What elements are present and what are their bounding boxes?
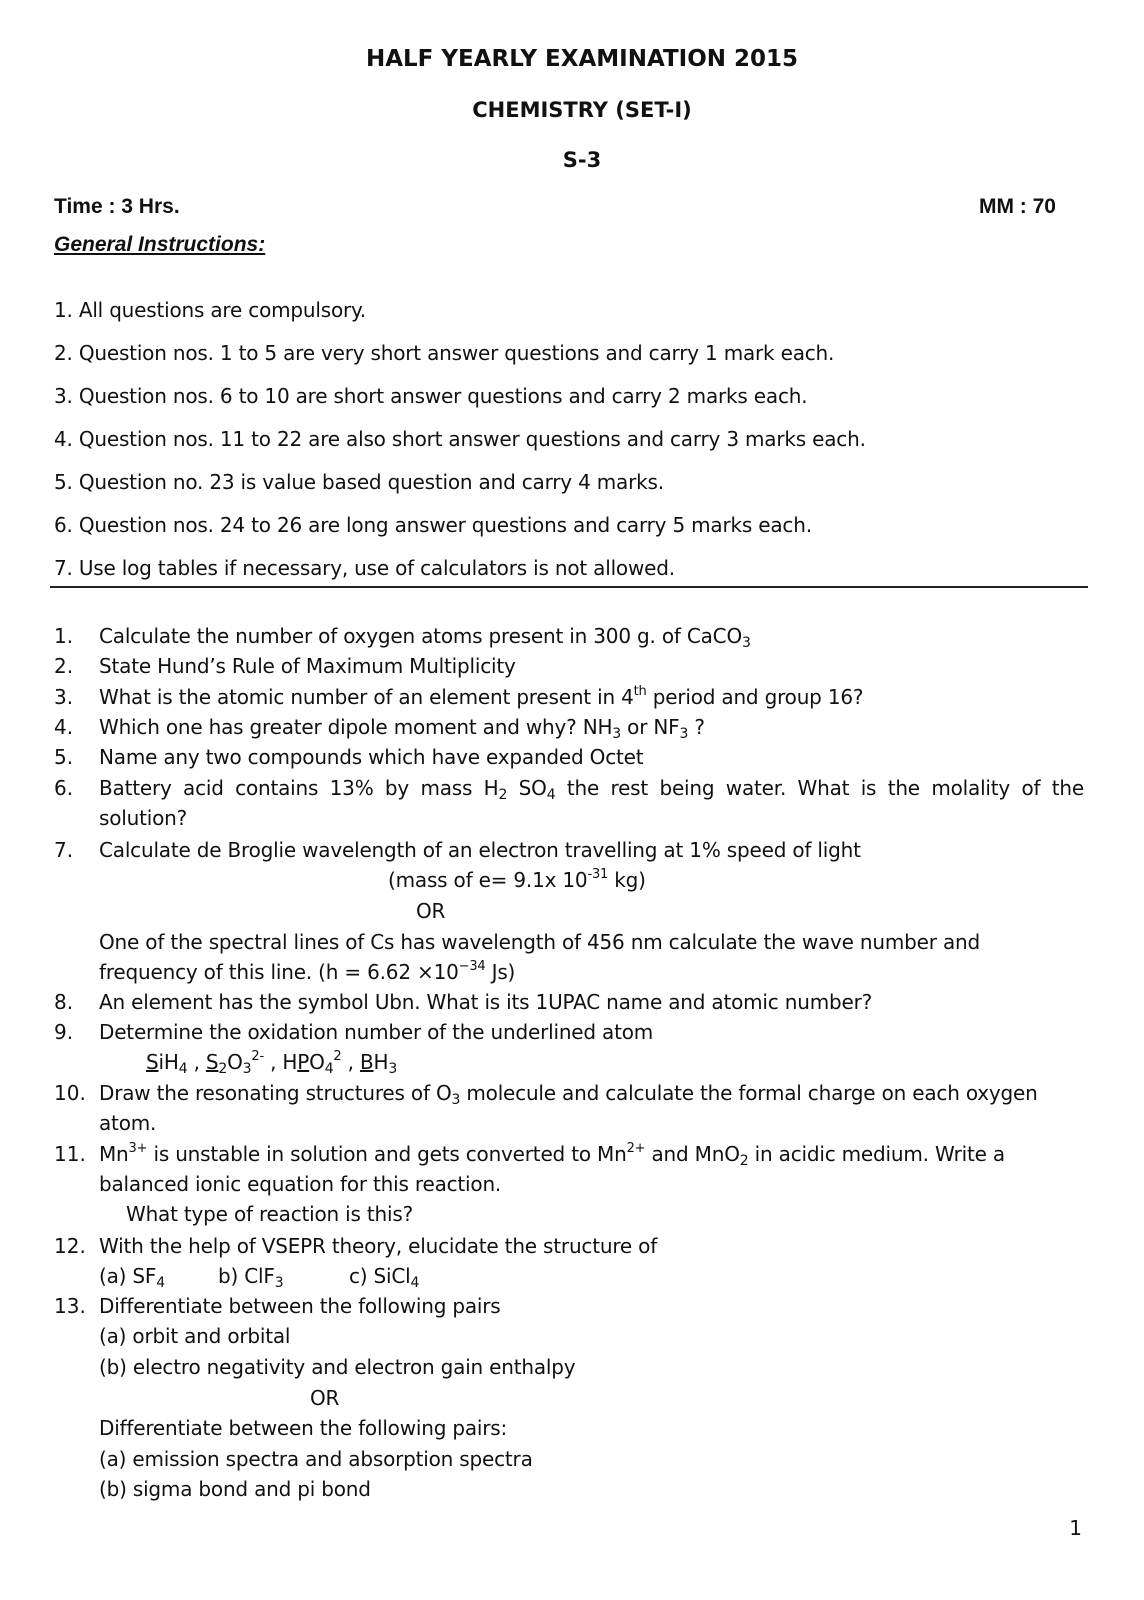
instruction-item: 4. Question nos. 11 to 22 are also short answer questions and carry 3 marks each. [54, 427, 866, 451]
question-9-formulas: SiH$_4$ , $S_2O_3^{2-}$ , $HPO_4^2$ , $BH_3$ [146, 1049, 398, 1077]
question-13-alternative-part-b: (b) sigma bond and pi bond [99, 1477, 371, 1501]
question-7-alternative: One of the spectral lines of Cs has wavelength of 456 nm calculate the wave number and [99, 930, 980, 954]
question-7-data: (mass of e= 9.1x $10^{-31}$ kg) [388, 867, 646, 892]
exam-title: HALF YEARLY EXAMINATION 2015 [365, 46, 799, 72]
question-number: 10. [54, 1081, 86, 1105]
question-number: 6. [54, 776, 74, 800]
subject-title: CHEMISTRY (SET-I) [472, 98, 692, 122]
question-number: 9. [54, 1020, 74, 1044]
question-10-continued: atom. [99, 1111, 157, 1135]
question-4: Which one has greater dipole moment and why? $NH_3$ or $NF_3$ ? [99, 715, 705, 742]
question-5: Name any two compounds which have expanded Octet [99, 745, 644, 769]
question-13-alternative: Differentiate between the following pairs: [99, 1416, 508, 1440]
question-11-subpart: What type of reaction is this? [126, 1202, 414, 1226]
or-divider: OR [416, 899, 446, 923]
or-divider: OR [310, 1386, 340, 1410]
instructions-heading: General Instructions: [54, 233, 266, 256]
question-number: 1. [54, 624, 74, 648]
time-allowed: Time : 3 Hrs. [54, 195, 180, 218]
question-3: What is the atomic number of an element present in 4th period and group 16? [99, 684, 864, 709]
question-number: 2. [54, 654, 74, 678]
instruction-item: 6. Question nos. 24 to 26 are long answer questions and carry 5 marks each. [54, 513, 812, 537]
instruction-item: 5. Question no. 23 is value based question and carry 4 marks. [54, 470, 664, 494]
question-13-alternative-part-a: (a) emission spectra and absorption spectra [99, 1447, 533, 1471]
set-code: S-3 [562, 148, 602, 172]
question-7-alternative-continued: frequency of this line. ($h = 6.62 \times 10^{-34}$ Js) [99, 959, 516, 984]
question-12-option-b: b) ClF$_3$ [218, 1264, 284, 1291]
question-11: $Mn^{3+}$ is unstable in solution and gets converted to $Mn^{2+}$ and MnO$_2$ in acidic medium. Write a [99, 1141, 1005, 1169]
question-number: 8. [54, 990, 74, 1014]
question-number: 7. [54, 838, 74, 862]
question-number: 12. [54, 1234, 86, 1258]
question-11-continued: balanced ionic equation for this reaction. [99, 1172, 502, 1196]
question-number: 5. [54, 745, 74, 769]
question-12: With the help of VSEPR theory, elucidate the structure of [99, 1234, 658, 1258]
instruction-item: 7. Use log tables if necessary, use of calculators is not allowed. [54, 556, 675, 580]
question-8: An element has the symbol Ubn. What is its 1UPAC name and atomic number? [99, 990, 873, 1014]
question-2: State Hund’s Rule of Maximum Multiplicity [99, 654, 516, 678]
question-13: Differentiate between the following pairs [99, 1294, 501, 1318]
question-number: 4. [54, 715, 74, 739]
max-marks: MM : 70 [978, 195, 1056, 218]
question-12-option-a: (a) $SF_4$ [99, 1264, 165, 1291]
question-12-option-c: c) SiCl$_4$ [349, 1264, 420, 1291]
question-13-part-b: (b) electro negativity and electron gain enthalpy [99, 1355, 576, 1379]
instruction-item: 2. Question nos. 1 to 5 are very short answer questions and carry 1 mark each. [54, 341, 835, 365]
question-6: Battery acid contains 13% by mass $H_2$ $SO_4$ the rest being water. What is the molality of the [99, 776, 1084, 803]
question-number: 3. [54, 685, 74, 709]
question-10: Draw the resonating structures of $O_3$ molecule and calculate the formal charge on each oxygen [99, 1081, 1038, 1108]
section-divider [50, 586, 1088, 588]
instruction-item: 3. Question nos. 6 to 10 are short answer questions and carry 2 marks each. [54, 384, 808, 408]
question-9: Determine the oxidation number of the underlined atom [99, 1020, 654, 1044]
question-7: Calculate de Broglie wavelength of an electron travelling at 1% speed of light [99, 838, 861, 862]
question-1: Calculate the number of oxygen atoms present in 300 g. of CaCO$_3$ [99, 624, 751, 651]
page-number: 1 [1069, 1516, 1082, 1540]
question-6-continued: solution? [99, 806, 188, 830]
question-number: 13. [54, 1294, 86, 1318]
instruction-item: 1. All questions are compulsory. [54, 298, 366, 322]
question-13-part-a: (a) orbit and orbital [99, 1324, 291, 1348]
question-number: 11. [54, 1142, 86, 1166]
